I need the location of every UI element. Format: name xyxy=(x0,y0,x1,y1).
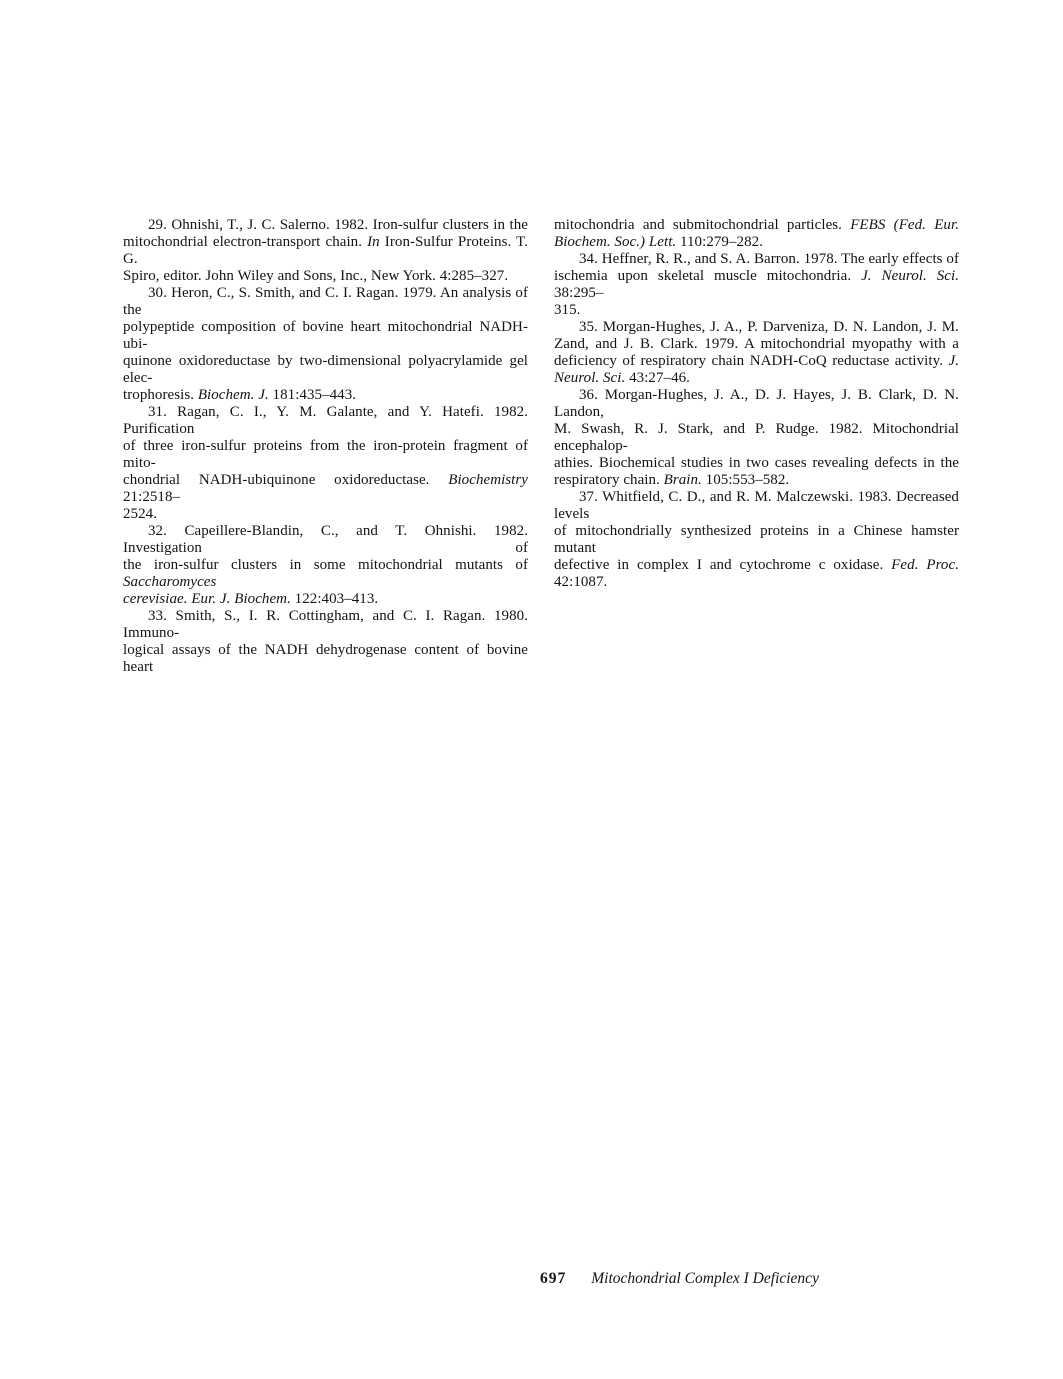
reference-line xyxy=(554,302,959,319)
reference-line xyxy=(554,523,959,557)
reference-line xyxy=(554,370,959,387)
reference-text: deficiency of respiratory chain NADH-CoQ reductase activity. xyxy=(554,353,949,369)
reference-text: 21:2518– xyxy=(123,489,181,505)
italic-text: Biochem. J. xyxy=(197,387,269,403)
reference-line xyxy=(554,387,959,421)
reference-text: logical assays of the NADH dehydrogenase content of bovine heart xyxy=(123,642,528,675)
reference-line xyxy=(123,285,528,319)
reference-line xyxy=(123,217,528,234)
reference-text: 32. Capeillere-Blandin, C., and T. Ohnishi. 1982. Investigation of xyxy=(123,523,528,556)
reference-line xyxy=(554,319,959,336)
reference-text: Spiro, editor. John Wiley and Sons, Inc., New York. 4:285–327. xyxy=(123,268,509,284)
reference-line xyxy=(123,591,528,608)
italic-text: Saccharomyces xyxy=(123,574,217,590)
reference-line xyxy=(554,268,959,302)
italic-text: Biochemistry xyxy=(448,472,528,488)
italic-text: In xyxy=(367,234,380,250)
italic-text: Neurol. Sci. xyxy=(554,370,626,386)
reference-line xyxy=(123,438,528,472)
reference-line xyxy=(123,234,528,268)
reference-text: 315. xyxy=(554,302,581,318)
reference-line xyxy=(554,557,959,591)
reference-line xyxy=(554,421,959,455)
italic-text: J. Neurol. Sci. xyxy=(861,268,960,284)
reference-line xyxy=(554,472,959,489)
reference-text: 36. Morgan-Hughes, J. A., D. J. Hayes, J. B. Clark, D. N. Landon, xyxy=(554,387,959,420)
reference-line xyxy=(123,557,528,591)
reference-text: of three iron-sulfur proteins from the iron-protein fragment of mito- xyxy=(123,438,528,471)
reference-text: 31. Ragan, C. I., Y. M. Galante, and Y. Hatefi. 1982. Purification xyxy=(123,404,528,437)
references-column-right xyxy=(554,217,959,676)
reference-line xyxy=(123,387,528,404)
reference-text: athies. Biochemical studies in two cases revealing defects in the xyxy=(554,455,959,471)
reference-text: quinone oxidoreductase by two-dimensional polyacrylamide gel elec- xyxy=(123,353,528,386)
reference-line xyxy=(123,268,528,285)
reference-text: 181:435–443. xyxy=(268,387,357,403)
running-title: Mitochondrial Complex I Deficiency xyxy=(591,1270,819,1287)
reference-line xyxy=(123,608,528,642)
reference-text: 42:1087. xyxy=(554,574,608,590)
reference-line xyxy=(554,455,959,472)
page-footer xyxy=(540,1270,819,1288)
reference-line xyxy=(123,642,528,676)
reference-text: 37. Whitfield, C. D., and R. M. Malczewski. 1983. Decreased levels xyxy=(554,489,959,522)
italic-text: J. xyxy=(948,353,959,369)
reference-line xyxy=(123,404,528,438)
reference-text: 110:279–282. xyxy=(676,234,763,250)
reference-text: ischemia upon skeletal muscle mitochondria. xyxy=(554,268,862,284)
reference-text: 2524. xyxy=(123,506,157,522)
reference-text: 38:295– xyxy=(554,285,604,301)
italic-text: FEBS (Fed. Eur. xyxy=(850,217,959,233)
reference-line xyxy=(554,251,959,268)
reference-text: Iron-Sulfur Proteins. T. G. xyxy=(123,234,529,267)
reference-text: 105:553–582. xyxy=(701,472,790,488)
reference-text: trophoresis. xyxy=(123,387,198,403)
references-section xyxy=(123,217,959,676)
reference-line xyxy=(123,319,528,353)
italic-text: Brain. xyxy=(663,472,702,488)
italic-text: Fed. Proc. xyxy=(891,557,959,573)
reference-line xyxy=(554,353,959,370)
references-column-left xyxy=(123,217,528,676)
reference-text: mitochondrial electron-transport chain. xyxy=(123,234,368,250)
reference-text: respiratory chain. xyxy=(554,472,664,488)
reference-text: mitochondria and submitochondrial particles. xyxy=(554,217,851,233)
italic-text: cerevisiae. Eur. J. Biochem. xyxy=(123,591,291,607)
reference-line xyxy=(554,336,959,353)
reference-line xyxy=(123,506,528,523)
reference-line xyxy=(554,217,959,234)
reference-text: 33. Smith, S., I. R. Cottingham, and C. I. Ragan. 1980. Immuno- xyxy=(123,608,528,641)
reference-text: M. Swash, R. J. Stark, and P. Rudge. 1982. Mitochondrial encephalop- xyxy=(554,421,959,454)
reference-text: 34. Heffner, R. R., and S. A. Barron. 1978. The early effects of xyxy=(579,251,959,267)
reference-text: 29. Ohnishi, T., J. C. Salerno. 1982. Iron-sulfur clusters in the xyxy=(148,217,528,233)
reference-text: 35. Morgan-Hughes, J. A., P. Darveniza, D. N. Landon, J. M. xyxy=(579,319,959,335)
reference-line xyxy=(554,234,959,251)
page-number: 697 xyxy=(540,1270,567,1287)
reference-text: 122:403–413. xyxy=(290,591,379,607)
reference-text: of mitochondrially synthesized proteins in a Chinese hamster mutant xyxy=(554,523,959,556)
reference-text: polypeptide composition of bovine heart mitochondrial NADH-ubi- xyxy=(123,319,528,352)
reference-text: chondrial NADH-ubiquinone oxidoreductase. xyxy=(123,472,449,488)
reference-text: defective in complex I and cytochrome c oxidase. xyxy=(554,557,892,573)
reference-line xyxy=(123,472,528,506)
italic-text: Biochem. Soc.) Lett. xyxy=(554,234,677,250)
reference-line xyxy=(554,489,959,523)
reference-text: 30. Heron, C., S. Smith, and C. I. Ragan. 1979. An analysis of the xyxy=(123,285,528,318)
reference-text: Zand, and J. B. Clark. 1979. A mitochondrial myopathy with a xyxy=(554,336,959,352)
reference-text: the iron-sulfur clusters in some mitochondrial mutants of xyxy=(123,557,528,573)
reference-line xyxy=(123,523,528,557)
reference-text: 43:27–46. xyxy=(625,370,690,386)
reference-line xyxy=(123,353,528,387)
